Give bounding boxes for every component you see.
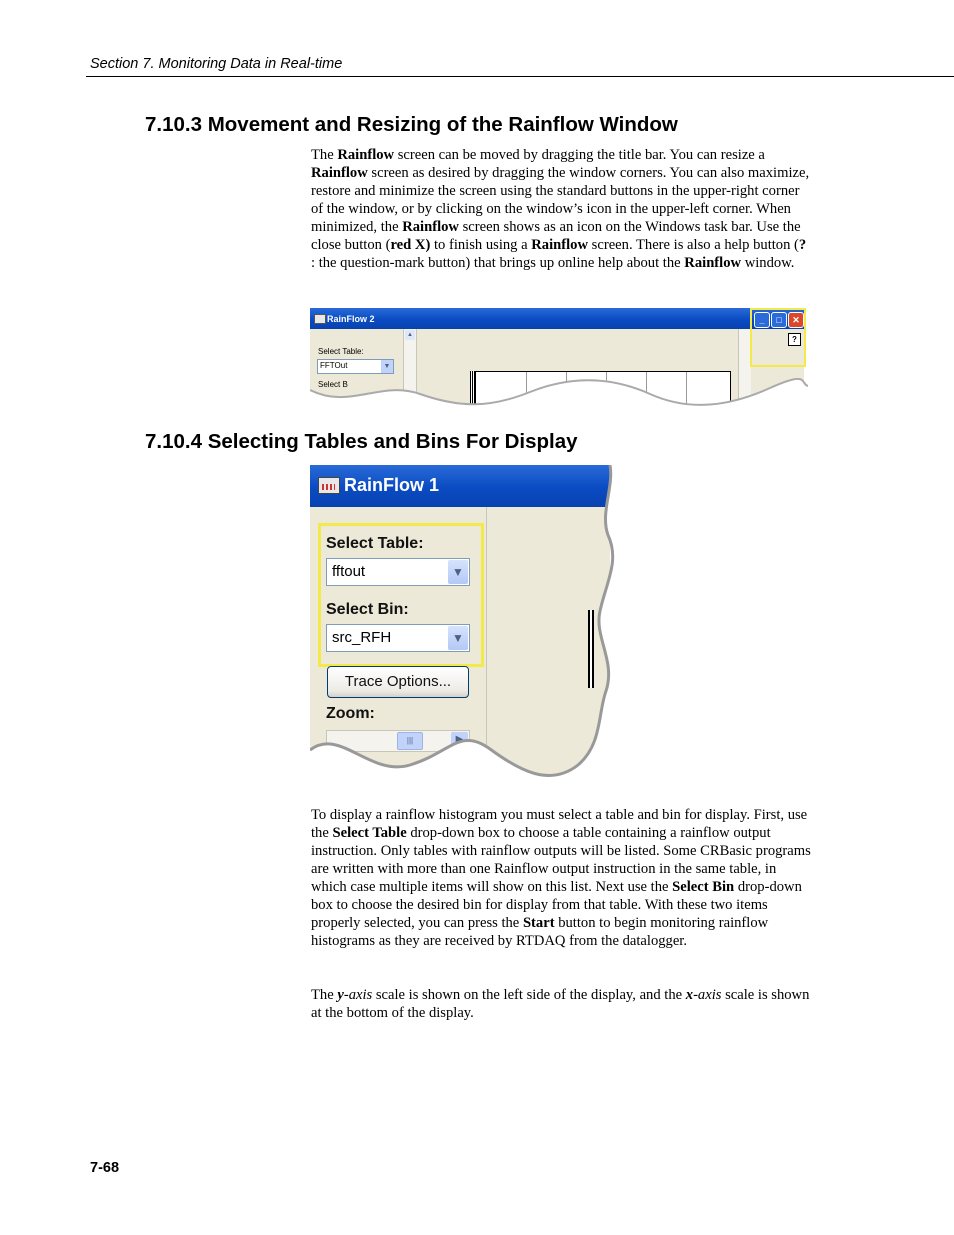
paragraph-rainflow-window	[311, 146, 811, 272]
text-run: to finish using a	[430, 237, 532, 253]
text-run: drop-down box to choose the desired bin for display from that table. With these two items properly selected, you can press the	[311, 879, 802, 931]
paragraph-select-table-bin	[311, 806, 811, 950]
running-header: Section 7. Monitoring Data in Real-time	[90, 56, 343, 72]
text-run: screen. There is also a help button (	[588, 237, 799, 253]
bold-term: Rainflow	[402, 219, 459, 235]
bold-term: Rainflow	[311, 165, 368, 181]
select-bin-value: src_RFH	[332, 629, 392, 646]
scroll-thumb-icon[interactable]: |||	[397, 732, 423, 750]
text-run: The	[311, 147, 338, 163]
torn-edge-decoration	[310, 465, 620, 790]
text-run: : the question-mark button) that brings up online help about the	[311, 255, 685, 271]
bold-term: Rainflow	[531, 237, 589, 253]
close-button[interactable]: ✕	[788, 312, 804, 328]
chevron-down-icon[interactable]: ▼	[381, 360, 393, 373]
chevron-right-icon[interactable]: ▶	[451, 732, 468, 748]
bold-term: red X)	[390, 237, 431, 253]
text-run: button to begin monitoring rainflow histograms as they are received by RTDAQ from the datalogger.	[311, 915, 769, 949]
page-number: 7-68	[90, 1160, 120, 1176]
italic-term: -axis	[343, 987, 373, 1003]
bold-term: Start	[522, 915, 555, 931]
section-heading-7-10-3: 7.10.3 Movement and Resizing of the Rainflow Window	[145, 113, 678, 136]
select-bin-label: Select Bin:	[326, 601, 409, 618]
chevron-down-icon[interactable]: ▼	[448, 560, 468, 584]
trace-options-button[interactable]: Trace Options...	[327, 666, 469, 698]
text-run: To display a rainflow histogram you must select a table and bin for display. First, use the	[311, 807, 808, 841]
rainflow1-window-screenshot	[310, 465, 620, 790]
select-table-label: Select Table:	[318, 347, 364, 356]
bold-term: Select Bin	[672, 879, 735, 895]
highlight-box	[750, 308, 806, 367]
text-run: screen as desired by dragging the window corners. You can also maximize, restore and minimize the screen using the standard buttons in the upper-right corner of the window, or by clicking on the window’s icon in the upper-left corner. When minimized, the	[311, 165, 810, 235]
bold-italic-term: y	[337, 987, 344, 1003]
maximize-button[interactable]: □	[771, 312, 787, 328]
window-title: RainFlow 2	[327, 314, 375, 324]
text-run: scale is shown at the bottom of the display.	[311, 987, 810, 1021]
rainflow2-window-screenshot	[310, 308, 808, 410]
help-button[interactable]: ?	[788, 333, 801, 346]
scroll-up-icon[interactable]: ▲	[405, 330, 415, 340]
window-title: RainFlow 1	[344, 475, 440, 495]
header-rule	[86, 76, 954, 77]
paragraph-axis-scales	[311, 986, 811, 1022]
chevron-down-icon[interactable]: ▼	[448, 626, 468, 650]
window-icon[interactable]	[314, 314, 326, 324]
italic-term: -axis	[693, 987, 722, 1003]
select-table-value: FFTOut	[320, 361, 348, 370]
zoom-label: Zoom:	[326, 705, 375, 722]
bold-term: Rainflow	[684, 255, 742, 271]
bold-term: Select Table	[332, 825, 407, 841]
text-run: screen can be moved by dragging the title bar. You can resize a	[394, 147, 765, 163]
bold-term: Rainflow	[337, 147, 395, 163]
text-run: The	[311, 987, 338, 1003]
text-run: drop-down box to choose a table containing a rainflow output instruction. Only tables with rainflow outputs will be listed. Some CRBasic programs are written with more than one Rainflow output instruction in the same table, in which case multiple items will show on this list. Next use the	[311, 825, 811, 895]
text-run: scale is shown on the left side of the display, and the	[372, 987, 686, 1003]
select-table-value: fftout	[332, 563, 366, 580]
window-titlebar[interactable]	[310, 308, 804, 329]
select-table-label: Select Table:	[326, 535, 424, 552]
select-table-dropdown[interactable]	[317, 359, 394, 374]
text-run: screen shows as an icon on the Windows task bar. Use the close button (	[311, 219, 801, 253]
torn-edge-decoration	[310, 378, 808, 414]
bold-term: ?	[798, 237, 807, 253]
bold-italic-term: x	[685, 987, 694, 1003]
text-run: window.	[741, 255, 795, 271]
section-heading-7-10-4: 7.10.4 Selecting Tables and Bins For Display	[145, 430, 578, 453]
select-bin-label: Select B	[318, 380, 348, 389]
minimize-button[interactable]: _	[754, 312, 770, 328]
